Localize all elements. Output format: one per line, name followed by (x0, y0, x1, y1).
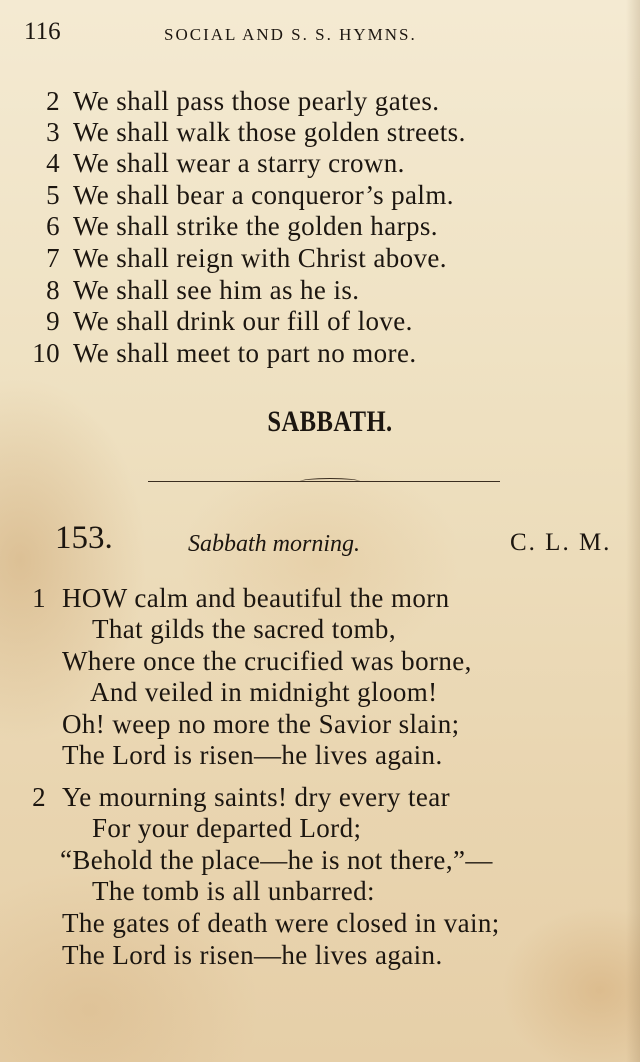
verse-number: 10 (32, 338, 60, 368)
stanza-line: “Behold the place—he is not there,”— (60, 845, 493, 875)
page-header (24, 18, 620, 52)
stanza-line: For your departed Lord; (92, 813, 362, 843)
running-head: SOCIAL AND S. S. HYMNS. (164, 25, 417, 44)
stanza-line: That gilds the sacred tomb, (92, 614, 396, 644)
stanza-line: The gates of death were closed in vain; (62, 908, 500, 938)
verse-number: 5 (46, 180, 60, 210)
stanza-text: HOW calm and beautiful the morn (62, 583, 450, 613)
stanza-line: Where once the crucified was borne, (62, 646, 472, 676)
page-number: 116 (24, 18, 61, 45)
verse-text: We shall reign with Christ above. (73, 243, 447, 273)
stanza-line: Oh! weep no more the Savior slain; (62, 709, 460, 739)
section-title: SABBATH. (267, 405, 393, 438)
stanza-number: 1 (32, 583, 46, 613)
verse-number: 8 (46, 275, 60, 305)
verse-text: We shall drink our fill of love. (73, 306, 413, 336)
verse-number: 6 (46, 211, 60, 241)
verse-text: We shall strike the golden harps. (73, 211, 438, 241)
verse-text: We shall wear a starry crown. (73, 148, 405, 178)
hymn-title: Sabbath morning. (188, 531, 361, 557)
page-gutter-shadow (626, 0, 640, 1062)
verse-number: 9 (46, 306, 60, 336)
verse-text: We shall walk those golden streets. (73, 117, 466, 147)
verse-text: We shall meet to part no more. (73, 338, 417, 368)
verse-text: We shall bear a conqueror’s palm. (73, 180, 454, 210)
hymn-meter: C. L. M. (510, 529, 612, 556)
stanza-line: The Lord is risen—he lives again. (62, 940, 443, 970)
verse-text: We shall see him as he is. (73, 275, 360, 305)
verse-number: 3 (46, 117, 60, 147)
verse-number: 4 (46, 148, 60, 178)
verse-number: 7 (46, 243, 60, 273)
stanza-line: The Lord is risen—he lives again. (62, 740, 443, 770)
stanza-text: Ye mourning saints! dry every tear (62, 782, 451, 812)
verse-number: 2 (46, 86, 60, 116)
stanza-number: 2 (32, 782, 46, 812)
verse-text: We shall pass those pearly gates. (73, 86, 440, 116)
stanza-line: The tomb is all unbarred: (92, 876, 375, 906)
stanza-line: And veiled in midnight gloom! (90, 677, 438, 707)
section-divider-ornament (300, 478, 360, 485)
hymn-number: 153. (55, 520, 113, 556)
